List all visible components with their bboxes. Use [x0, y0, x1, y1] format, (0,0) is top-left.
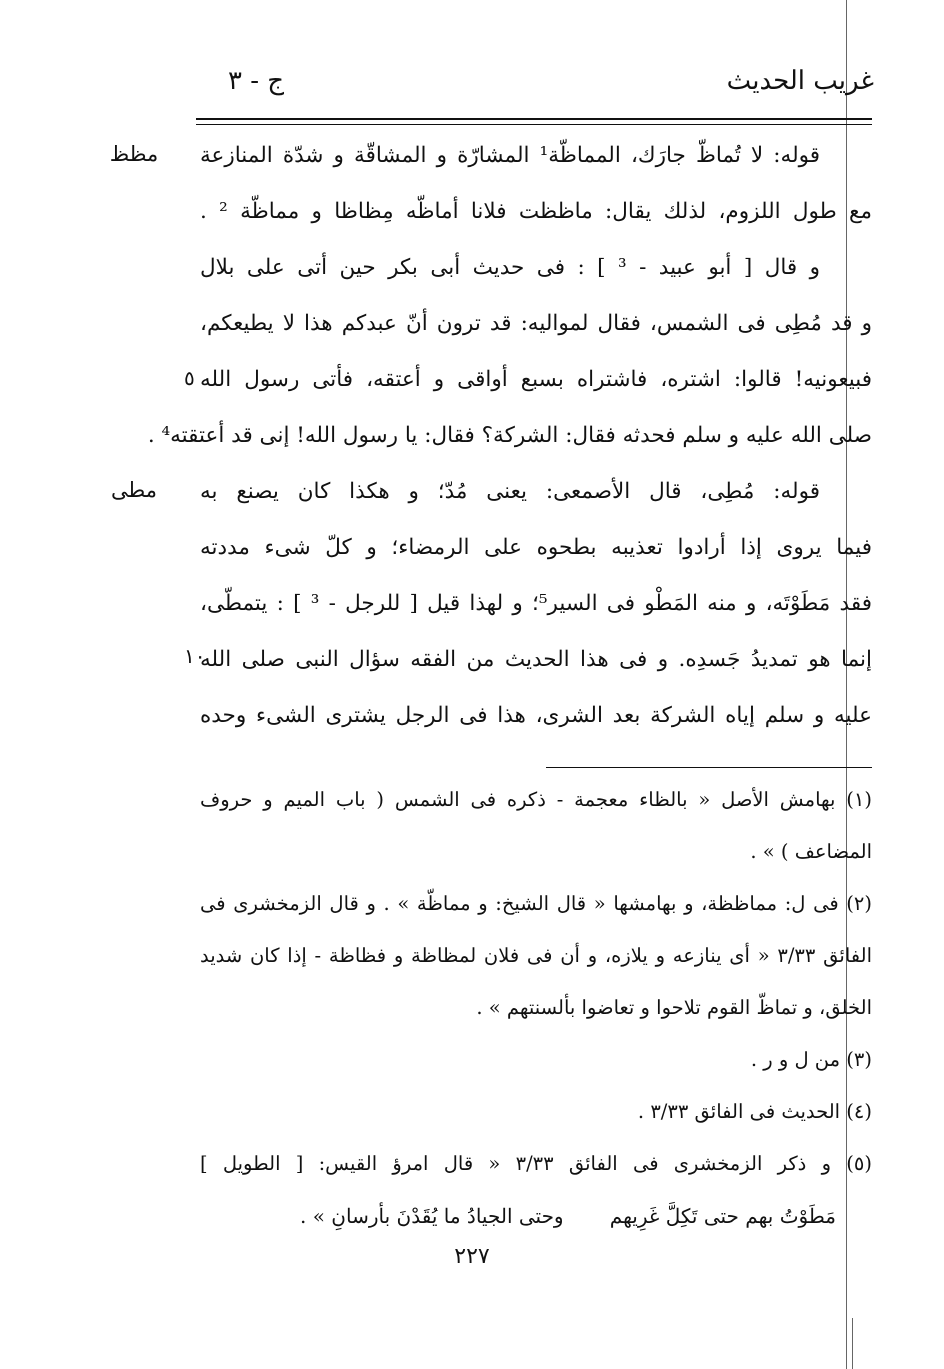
- body-line: فيما يروى إذا أرادوا تعذيبه بطحوه على الرمضاء؛ و كلّ شىء مددته: [200, 535, 872, 560]
- page-number: ٢٢٧: [454, 1244, 490, 1269]
- line-number-ten: ١٠: [184, 644, 206, 668]
- header-title: غريب الحديث: [726, 66, 874, 96]
- header-volume: ج - ٣: [228, 66, 285, 96]
- footnote-line: (٣) من ل و ر .: [750, 1048, 872, 1071]
- body-line: مع طول اللزوم، لذلك يقال: ماظظت فلانا أماظّه مِظاظا و مماظّة ² .: [200, 199, 873, 224]
- verse-second-hemistich: وحتى الجيادُ ما يُقَدْنَ بأرسانِ » .: [300, 1204, 564, 1228]
- footnote-line: المضاعف ) » .: [750, 840, 872, 863]
- footnote-rule: [546, 767, 872, 768]
- body-line: فقد مَطَوْتَه، و منه المَطْو فى السير⁵؛ و لهذا قيل [ للرجل - ³ ] : يتمطّى،: [200, 591, 872, 616]
- body-line: قوله: مُطِى، قال الأصمعى: يعنى مُدّ؛ و هكذا كان يصنع به: [200, 479, 820, 504]
- footnote-line: (٥) و ذكر الزمخشرى فى الفائق ٣/٣٣ « قال امرؤ القيس: [ الطويل ]: [200, 1152, 872, 1175]
- header-rule-top: [196, 118, 872, 120]
- body-line: صلى الله عليه و سلم فحدثه فقال: الشركة؟ فقال: يا رسول الله! إنى قد أعتقته⁴ .: [147, 423, 872, 448]
- body-line: فبيعونيه! قالوا: اشتره، فاشتراه بسبع أواقى و أعتقه، فأتى رسول الله: [200, 367, 872, 392]
- verse-line: [200, 1190, 872, 1242]
- header-rule-bottom: [196, 124, 872, 125]
- body-line: إنما هو تمديدُ جَسدِه. و فى هذا الحديث من الفقه سؤال النبى صلى الله: [200, 647, 872, 672]
- body-line: قوله: لا تُماظّ جارَك، المماظّة¹ المشارّة و المشاقّة و شدّة المنازعة: [200, 143, 821, 168]
- scan-edge-mark: [852, 1318, 853, 1369]
- footnote-line: (١) بهامش الأصل « بالظاء معجمة - ذكره فى الشمس ( باب الميم و حروف: [200, 788, 872, 811]
- margin-keyword-second: مطى: [111, 478, 157, 502]
- footnote-line: الخلق، و تماظّ القوم تلاحوا و تعاضوا بألسنتهم » .: [476, 996, 872, 1019]
- verse-first-hemistich: مَطَوْتُ بهم حتى تَكِلَّ غَرِيهم: [609, 1204, 836, 1228]
- body-line: عليه و سلم إياه الشركة بعد الشرى، هذا فى الرجل يشترى الشىء وحده: [200, 703, 872, 728]
- footnotes: [200, 774, 872, 1242]
- margin-keyword-first: مظظ: [109, 142, 159, 166]
- footnote-line: (٢) فى ل: مماظظة، و بهامشها « قال الشيخ: و مماظّة » . و قال الزمخشرى فى: [200, 892, 872, 915]
- line-number-five: ٥: [184, 366, 195, 390]
- footnote-line: الفائق ٣/٣٣ « أى ينازعه و يلازه، و أن فى فلان لمظاظة و فظاظة - إذا كان شديد: [200, 944, 872, 967]
- footnote-line: (٤) الحديث فى الفائق ٣/٣٣ .: [637, 1100, 872, 1123]
- body-line: و قد مُطِى فى الشمس، فقال لمواليه: قد ترون أنّ عبدكم هذا لا يطيعكم،: [200, 311, 872, 336]
- body-line: و قال [ أبو عبيد - ³ ] : فى حديث أبى بكر حين أتى على بلال: [200, 255, 820, 280]
